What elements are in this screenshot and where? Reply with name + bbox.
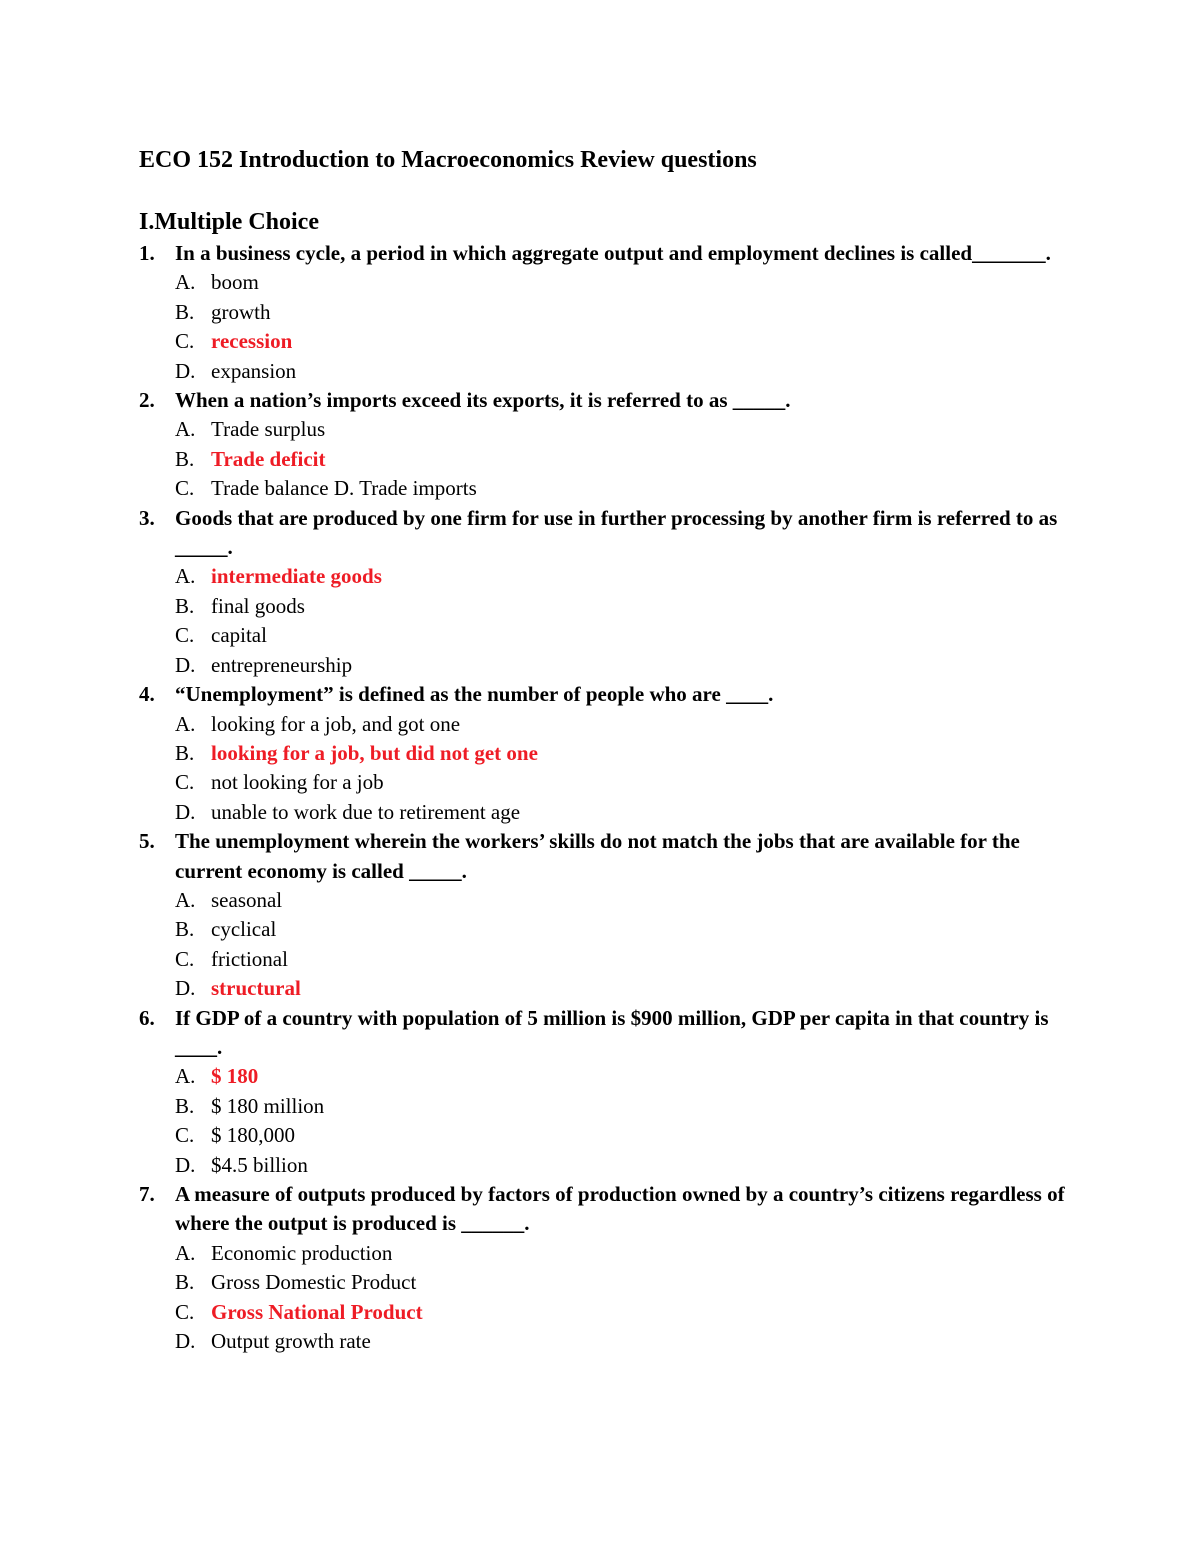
answer-option — [139, 592, 1079, 621]
answer-option — [139, 357, 1079, 386]
option-letter: D. — [175, 358, 196, 383]
option-text: looking for a job, and got one — [211, 711, 461, 736]
option-text: boom — [211, 270, 259, 295]
option-text: Economic production — [211, 1240, 393, 1265]
option-text: Gross National Product — [211, 1299, 423, 1324]
question-number: 2. — [139, 388, 155, 413]
option-letter: D. — [175, 1329, 196, 1354]
answer-option — [139, 474, 1079, 503]
question-stem — [139, 239, 1079, 268]
option-text: not looking for a job — [211, 770, 384, 795]
option-letter: C. — [175, 476, 195, 501]
question-number: 5. — [139, 829, 155, 854]
question-stem — [139, 827, 1079, 886]
option-letter: A. — [175, 1064, 196, 1089]
option-letter: B. — [175, 299, 195, 324]
option-list — [139, 1062, 1079, 1180]
option-text: seasonal — [211, 887, 283, 912]
question-item — [139, 504, 1079, 680]
option-text: Trade deficit — [211, 446, 326, 471]
option-letter: C. — [175, 946, 195, 971]
answer-option — [139, 798, 1079, 827]
option-text: $ 180 million — [211, 1093, 325, 1118]
option-text: Output growth rate — [211, 1329, 371, 1354]
option-text: unable to work due to retirement age — [211, 799, 521, 824]
answer-option-correct — [139, 327, 1079, 356]
answer-option — [139, 1151, 1079, 1180]
option-letter: A. — [175, 711, 196, 736]
question-number: 4. — [139, 682, 155, 707]
question-item — [139, 1180, 1079, 1356]
question-item — [139, 386, 1079, 504]
option-list — [139, 886, 1079, 1004]
option-letter: D. — [175, 799, 196, 824]
answer-option — [139, 915, 1079, 944]
option-letter: A. — [175, 564, 196, 589]
answer-option — [139, 621, 1079, 650]
option-letter: D. — [175, 652, 196, 677]
answer-option — [139, 710, 1079, 739]
option-letter: B. — [175, 740, 195, 765]
option-text: frictional — [211, 946, 288, 971]
option-text: cyclical — [211, 917, 277, 942]
option-letter: D. — [175, 1152, 196, 1177]
question-item — [139, 1004, 1079, 1180]
option-list — [139, 268, 1079, 386]
option-letter: B. — [175, 1093, 195, 1118]
question-item — [139, 680, 1079, 827]
question-stem — [139, 1004, 1079, 1063]
option-list — [139, 415, 1079, 503]
answer-option-correct — [139, 739, 1079, 768]
answer-option — [139, 1268, 1079, 1297]
answer-option — [139, 298, 1079, 327]
option-letter: A. — [175, 1240, 196, 1265]
option-letter: D. — [175, 976, 196, 1001]
answer-option — [139, 1239, 1079, 1268]
answer-option — [139, 1121, 1079, 1150]
option-text: Trade surplus — [211, 417, 326, 442]
option-list — [139, 1239, 1079, 1357]
answer-option-correct — [139, 974, 1079, 1003]
answer-option — [139, 415, 1079, 444]
option-list — [139, 710, 1079, 828]
answer-option — [139, 768, 1079, 797]
question-text: If GDP of a country with population of 5 million is $900 million, GDP per capita in that country is ____. — [175, 1005, 1049, 1059]
question-number: 6. — [139, 1005, 155, 1030]
question-item — [139, 827, 1079, 1003]
answer-option — [139, 1092, 1079, 1121]
answer-option — [139, 945, 1079, 974]
option-text: capital — [211, 623, 267, 648]
option-list — [139, 562, 1079, 680]
option-text: $ 180,000 — [211, 1123, 295, 1148]
option-text: Trade balance D. Trade imports — [211, 476, 477, 501]
question-stem — [139, 386, 1079, 415]
option-letter: C. — [175, 1299, 195, 1324]
option-text: growth — [211, 299, 271, 324]
question-item — [139, 239, 1079, 386]
question-text: Goods that are produced by one firm for use in further processing by another firm is referred to as _____. — [175, 505, 1058, 560]
option-text: structural — [211, 976, 301, 1001]
option-letter: B. — [175, 446, 195, 471]
option-text: Gross Domestic Product — [211, 1270, 417, 1295]
option-text: $ 180 — [211, 1064, 259, 1089]
question-stem — [139, 1180, 1079, 1239]
option-text: $4.5 billion — [211, 1152, 308, 1177]
answer-option — [139, 1327, 1079, 1356]
option-letter: B. — [175, 917, 195, 942]
question-stem — [139, 680, 1079, 709]
question-text: A measure of outputs produced by factors of production owned by a country’s citizens regardless of where the output is produced is ______. — [175, 1182, 1065, 1236]
document-title: ECO 152 Introduction to Macroeconomics Review questions — [139, 147, 757, 173]
option-letter: A. — [175, 887, 196, 912]
question-stem — [139, 504, 1079, 563]
answer-option-correct — [139, 1062, 1079, 1091]
question-text: The unemployment wherein the workers’ skills do not match the jobs that are available for the current economy is called _____. — [175, 829, 1020, 883]
answer-option — [139, 886, 1079, 915]
question-list — [139, 239, 1079, 1356]
option-letter: B. — [175, 593, 195, 618]
question-number: 1. — [139, 241, 155, 265]
answer-option-correct — [139, 1298, 1079, 1327]
answer-option-correct — [139, 562, 1079, 591]
option-text: looking for a job, but did not get one — [211, 740, 538, 765]
question-text: “Unemployment” is defined as the number of people who are ____. — [175, 682, 774, 707]
question-text: In a business cycle, a period in which aggregate output and employment declines is called_______. — [175, 241, 1051, 265]
answer-option — [139, 651, 1079, 680]
question-number: 3. — [139, 505, 155, 530]
question-text: When a nation’s imports exceed its exports, it is referred to as _____. — [175, 388, 791, 413]
option-text: entrepreneurship — [211, 652, 353, 677]
answer-option-correct — [139, 445, 1079, 474]
option-text: intermediate goods — [211, 564, 382, 589]
option-text: recession — [211, 329, 293, 354]
option-letter: A. — [175, 417, 196, 442]
option-letter: C. — [175, 770, 195, 795]
option-letter: C. — [175, 623, 195, 648]
option-letter: B. — [175, 1270, 195, 1295]
option-letter: C. — [175, 1123, 195, 1148]
answer-option — [139, 268, 1079, 297]
section-title: I.Multiple Choice — [139, 209, 319, 235]
option-letter: C. — [175, 329, 195, 354]
question-number: 7. — [139, 1182, 155, 1206]
option-letter: A. — [175, 270, 196, 295]
option-text: final goods — [211, 593, 305, 618]
option-text: expansion — [211, 358, 297, 383]
